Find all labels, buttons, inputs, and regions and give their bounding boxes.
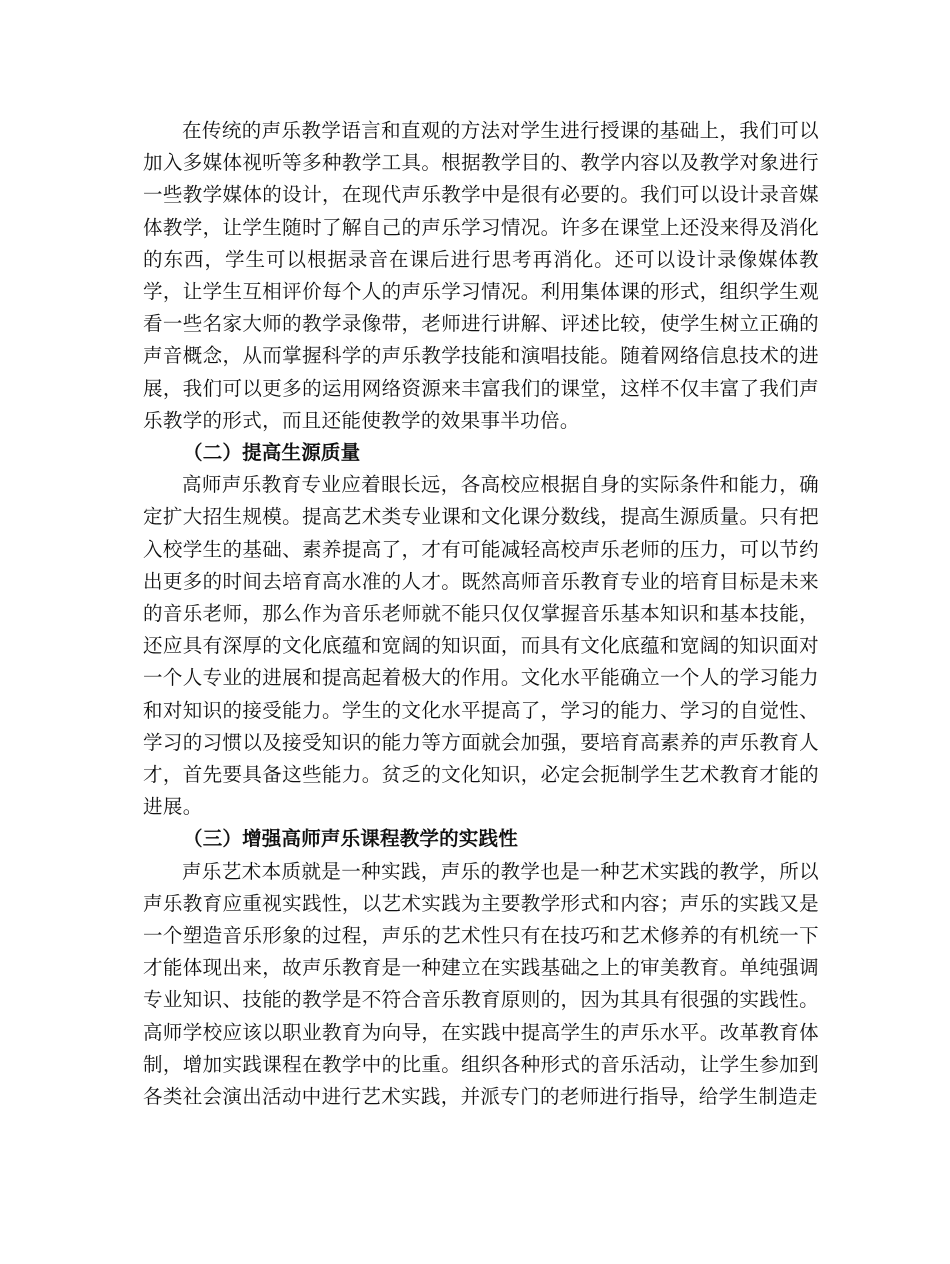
section-heading-2: （二）提高生源质量 [183, 441, 361, 465]
document-body [143, 115, 819, 1113]
paragraph-multimedia-teaching: 在传统的声乐教学语言和直观的方法对学生进行授课的基础上，我们可以加入多媒体视听等多种教学工具。根据教学目的、教学内容以及教学对象进行一些教学媒体的设计，在现代声乐教学中是很有必要的。我们可以设计录音媒体教学，让学生随时了解自己的声乐学习情况。许多在课堂上还没来得及消化的东西，学生可以根据录音在课后进行思考再消化。还可以设计录像媒体教学，让学生互相评价每个人的声乐学习情况。利用集体课的形式，组织学生观看一些名家大师的教学录像带，老师进行讲解、评述比较，使学生树立正确的声音概念，从而掌握科学的声乐教学技能和演唱技能。随着网络信息技术的进展，我们可以更多的运用网络资源来丰富我们的课堂，这样不仅丰富了我们声乐教学的形式，而且还能使教学的效果事半功倍。 [143, 119, 819, 432]
paragraph-student-quality: 高师声乐教育专业应着眼长远，各高校应根据自身的实际条件和能力，确定扩大招生规模。提高艺术类专业课和文化课分数线，提高生源质量。只有把入校学生的基础、素养提高了，才有可能减轻高校声乐老师的压力，可以节约出更多的时间去培育高水准的人才。既然高师音乐教育专业的培育目标是未来的音乐老师，那么作为音乐老师就不能只仅仅掌握音乐基本知识和基本技能，还应具有深厚的文化底蕴和宽阔的知识面，而具有文化底蕴和宽阔的知识面对一个人专业的进展和提高起着极大的作用。文化水平能确立一个人的学习能力和对知识的接受能力。学生的文化水平提高了，学习的能力、学习的自觉性、学习的习惯以及接受知识的能力等方面就会加强，要培育高素养的声乐教育人才，首先要具备这些能力。贫乏的文化知识，必定会扼制学生艺术教育才能的进展。 [143, 473, 819, 819]
paragraph-practice: 声乐艺术本质就是一种实践，声乐的教学也是一种艺术实践的教学，所以声乐教育应重视实践性，以艺术实践为主要教学形式和内容；声乐的实践又是一个塑造音乐形象的过程，声乐的艺术性只有在技巧和艺术修养的有机统一下才能体现出来，故声乐教育是一种建立在实践基础之上的审美教育。单纯强调专业知识、技能的教学是不符合音乐教育原则的，因为其具有很强的实践性。高师学校应该以职业教育为向导，在实践中提高学生的声乐水平。改革教育体制，增加实践课程在教学中的比重。组织各种形式的音乐活动，让学生参加到各类社会演出活动中进行艺术实践，并派专门的老师进行指导，给学生制造走 [143, 859, 819, 1109]
section-heading-3: （三）增强高师声乐课程教学的实践性 [183, 827, 518, 851]
